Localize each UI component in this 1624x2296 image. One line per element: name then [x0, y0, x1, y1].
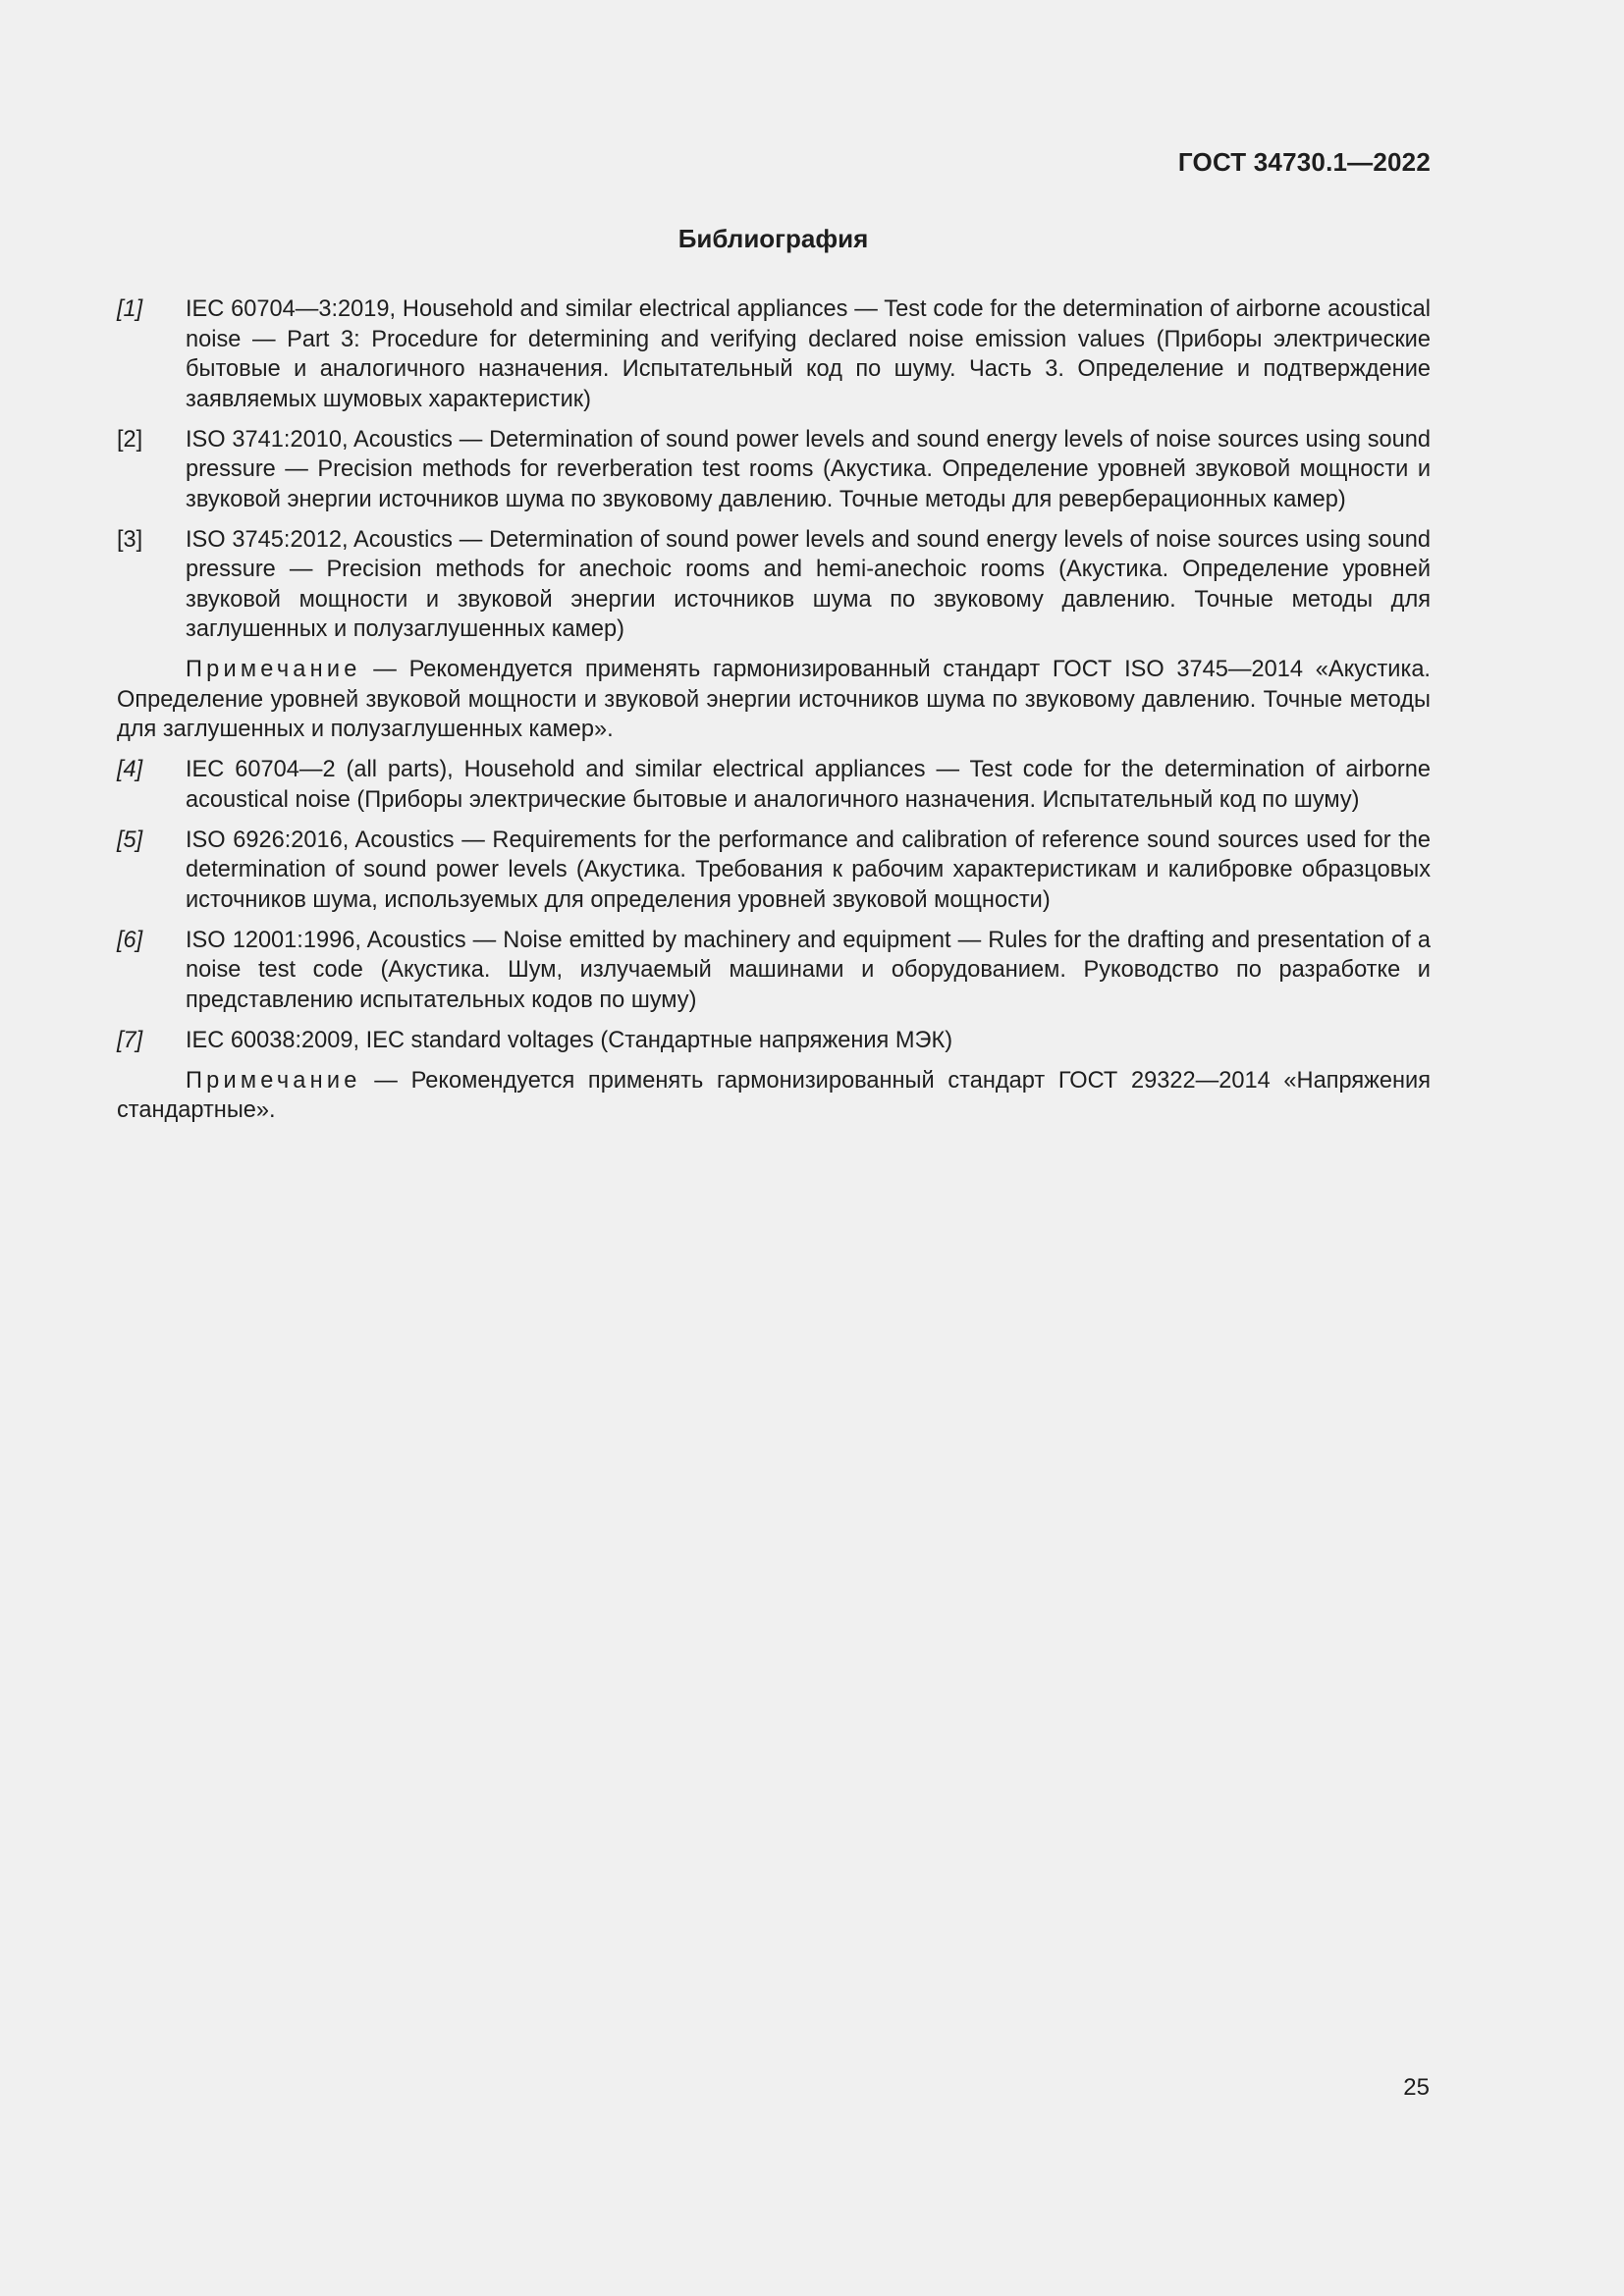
page-number: 25: [1403, 2074, 1430, 2101]
bibliography-entry-2: [117, 425, 1431, 515]
reference-text: ISO 12001:1996, Acoustics — Noise emitted by machinery and equipment — Rules for the drafting and presentation of a noise test code (Акустика. Шум, излучаемый машинами и оборудованием. Руководство по разработке и представлению испытательных кодов по шуму): [186, 927, 1431, 1013]
note-text: — Рекомендуется применять гармонизированный стандарт ГОСТ 29322—2014 «Напряжения стандартные».: [117, 1067, 1431, 1123]
bibliography-list: [117, 294, 1431, 1136]
bibliography-entry-4: [117, 755, 1431, 815]
reference-number: [4]: [117, 757, 143, 782]
bibliography-entry-6: [117, 926, 1431, 1016]
bibliography-entry-3: [117, 525, 1431, 645]
reference-number: [6]: [117, 927, 143, 953]
reference-text: IEC 60704—3:2019, Household and similar electrical appliances — Test code for the determination of airborne acoustical noise — Part 3: Procedure for determining and verifying declared noise emission values (Приборы электрические бытовые и аналогичного назначения. Испытательный код по шуму. Часть 3. Определение и подтверждение заявляемых шумовых характеристик): [186, 296, 1431, 412]
reference-text: ISO 3745:2012, Acoustics — Determination of sound power levels and sound energy levels of noise sources using sound pressure — Precision methods for anechoic rooms and hemi-anechoic rooms (Акустика. Определение уровней звуковой мощности и звуковой энергии источников шума по звуковому давлению. Точные методы для заглушенных и полузаглушенных камер): [186, 526, 1431, 642]
reference-number: [7]: [117, 1027, 143, 1053]
reference-number: [2]: [117, 426, 143, 453]
note-text: — Рекомендуется применять гармонизированный стандарт ГОСТ ISO 3745—2014 «Акустика. Определение уровней звуковой мощности и звуковой энергии источников шума по звуковому давлению. Точные методы для заглушенных и полузаглушенных камер».: [117, 657, 1431, 742]
bibliography-entry-1: [117, 294, 1431, 414]
reference-text: IEC 60704—2 (all parts), Household and similar electrical appliances — Test code for the determination of airborne acoustical noise (Приборы электрические бытовые и аналогичного назначения. Испытательный код по шуму): [186, 757, 1431, 813]
reference-number: [3]: [117, 526, 143, 553]
note-label: Примечание: [186, 1067, 361, 1094]
reference-number: [5]: [117, 827, 143, 853]
bibliography-entry-5: [117, 826, 1431, 916]
reference-text: ISO 6926:2016, Acoustics — Requirements for the performance and calibration of reference sound sources used for the determination of sound power levels (Акустика. Требования к рабочим характеристикам и калибровке образцовых источников шума, используемых для определения уровней звуковой мощности): [186, 827, 1431, 913]
page-title: Библиография: [677, 224, 869, 253]
note-2: [117, 1066, 1431, 1126]
reference-text: ISO 3741:2010, Acoustics — Determination of sound power levels and sound energy levels of noise sources using sound pressure — Precision methods for reverberation test rooms (Акустика. Определение уровней звуковой мощности и звуковой энергии источников шума по звуковому давлению. Точные методы для реверберационных камер): [186, 426, 1431, 512]
bibliography-entry-7: [117, 1026, 1431, 1056]
note-1: [117, 655, 1431, 745]
document-header: ГОСТ 34730.1—2022: [1177, 147, 1431, 177]
note-label: Примечание: [186, 657, 361, 682]
reference-text: IEC 60038:2009, IEC standard voltages (Стандартные напряжения МЭК): [186, 1027, 953, 1053]
reference-number: [1]: [117, 296, 143, 322]
